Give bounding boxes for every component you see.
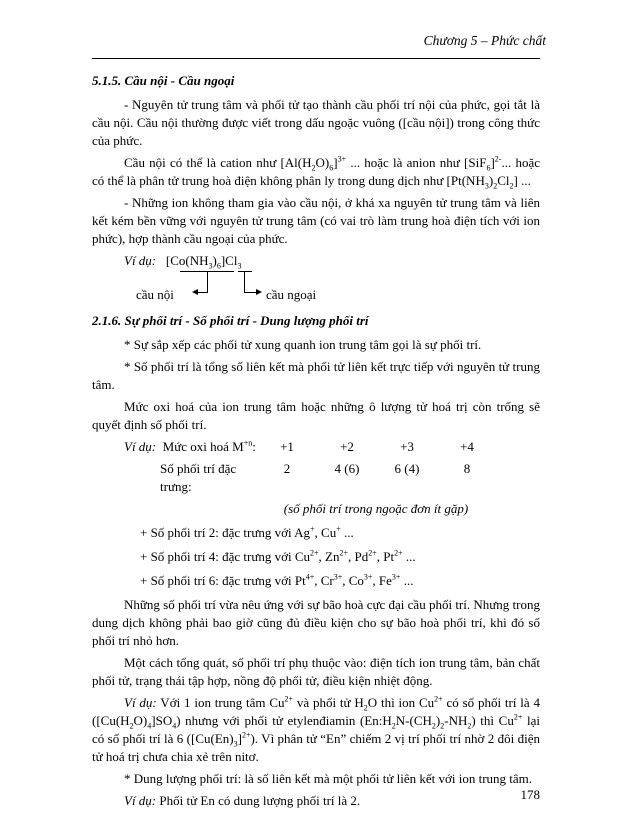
oxidation-row-label: Ví dụ: Mức oxi hoá $M^{+n}$: xyxy=(124,438,256,454)
inner-sphere-label: cầu nội xyxy=(136,287,174,302)
coordination-value: 6 (4) xyxy=(394,461,420,476)
outer-bracket-top xyxy=(238,271,252,272)
paragraph-inner-sphere: - Nguyên tử trung tâm và phối tử tạo thành cầu phối trí nội của phức, gọi tắt là cầu nội. Cầu nội thường được viết trong dấu ngoặc vuông ([cầu nội]) trong công thức của phức. xyxy=(92,97,540,148)
coordination-value: 8 xyxy=(463,461,471,476)
chapter-header: Chương 5 – Phức chất xyxy=(423,33,546,48)
sphere-diagram xyxy=(92,252,540,310)
inner-bracket-stem xyxy=(207,271,208,292)
bullet-cn-6: + Số phối trí 6: đặc trưng với $Pt^{4+}$, $Cr^{3+}$, $Co^{3+}$, $Fe^{3+}$ ... xyxy=(140,572,414,588)
oxidation-value: +4 xyxy=(460,439,474,454)
paragraph-denticity-example: Ví dụ: Phối tử En có dung lượng phối trí là 2. xyxy=(124,793,361,808)
table-note: (số phối trí trong ngoặc đơn ít gặp) xyxy=(283,501,469,516)
header-rule xyxy=(92,58,540,59)
coordination-value: 4 (6) xyxy=(334,461,360,476)
oxidation-value: +3 xyxy=(400,439,414,454)
paragraph-denticity: * Dung lượng phối trí: là số liên kết mà một phối tử liên kết với ion trung tâm. xyxy=(124,771,533,786)
outer-arrow-line xyxy=(244,292,256,293)
oxidation-value: +2 xyxy=(340,439,354,454)
oxidation-value: +1 xyxy=(280,439,294,454)
bullet-cn-2: + Số phối trí 2: đặc trưng với Ag+, Cu+ ... xyxy=(140,524,354,540)
paragraph-outer-sphere: - Những ion không tham gia vào cầu nội, ở khá xa nguyên tử trung tâm và liên kết kém bền vững với nguyên tử trung tâm (có vai trò làm trung hoà điện tích với ion phức), hợp thành cầu ngoại của phức. xyxy=(92,195,540,246)
paragraph-coordination-number: * Số phối trí là tổng số liên kết mà phối tử liên kết trực tiếp với nguyên tử trung tâm. xyxy=(92,359,540,392)
outer-sphere-label: cầu ngoại xyxy=(266,287,317,302)
example-line: Ví dụ: $[Co(NH_3)_6]Cl_3$ xyxy=(124,253,242,271)
paragraph-dependence: Một cách tổng quát, số phối trí phụ thuộc vào: điện tích ion trung tâm, bản chất phối tử, trạng thái tập hợp, nồng độ phối tử, điều kiện nhiệt động. xyxy=(92,655,540,688)
paragraph-oxidation-state: Mức oxi hoá của ion trung tâm hoặc những ô lượng tử hoá trị còn trống sẽ quyết định số phối trí. xyxy=(92,399,540,432)
inner-arrow-line xyxy=(198,292,208,293)
section-heading-5-1-5: 5.1.5. Cầu nội - Cầu ngoại xyxy=(92,73,235,88)
paragraph-inner-sphere-examples: Cầu nội có thể là cation như $[Al(H_2O)_6]^{3+}$ ... hoặc là anion như $[SiF_6]^{2-}$... hoặc có thể là phân tử trung hoà điện không phân ly trong dung dịch như $[Pt(NH_3)_2Cl_2]$ ... xyxy=(92,154,540,191)
outer-arrow-head-icon xyxy=(256,289,262,295)
coordination-value: 2 xyxy=(283,461,291,476)
paragraph-copper-example: Ví dụ: Với 1 ion trung tâm $Cu^{2+}$ và phối tử $H_2O$ thì ion $Cu^{2+}$ có số phối trí là 4 $([Cu(H_2O)_4]SO_4)$ nhưng với phối tử etylenđiamin $(En:H_2N-(CH_2)_2-NH_2)$ thì $Cu^{2+}$ lại có số phối trí là 6 $([Cu(En)_3]^{2+})$. Vì phân tử “En” chiếm 2 vị trí phối trí nhờ 2 đôi điện tử hoá trị chưa chia xẻ trên nitơ. xyxy=(92,694,540,764)
paragraph-saturation: Những số phối trí vừa nêu ứng với sự bão hoà cực đại cầu phối trí. Nhưng trong dung dịch không phải bao giờ cũng đủ điều kiện cho sự bão hoà phối trí, khi đó số phối trí nhỏ hơn. xyxy=(92,597,540,648)
coordination-row-label: Số phối trí đặc trưng: xyxy=(160,461,237,494)
coordination-number-row xyxy=(92,460,540,496)
page-content xyxy=(92,72,540,814)
page-number: 178 xyxy=(520,787,540,802)
outer-bracket-stem xyxy=(244,271,245,292)
section-heading-2-1-6: 2.1.6. Sự phối trí - Số phối trí - Dung lượng phối trí xyxy=(92,313,369,328)
inner-arrow-head-icon xyxy=(192,289,198,295)
oxidation-row xyxy=(92,438,540,456)
bullet-cn-4: + Số phối trí 4: đặc trưng với $Cu^{2+}$, $Zn^{2+}$, $Pd^{2+}$, $Pt^{2+}$ ... xyxy=(140,548,416,564)
paragraph-coordination: * Sự sắp xếp các phối tử xung quanh ion trung tâm gọi là sự phối trí. xyxy=(124,337,482,352)
